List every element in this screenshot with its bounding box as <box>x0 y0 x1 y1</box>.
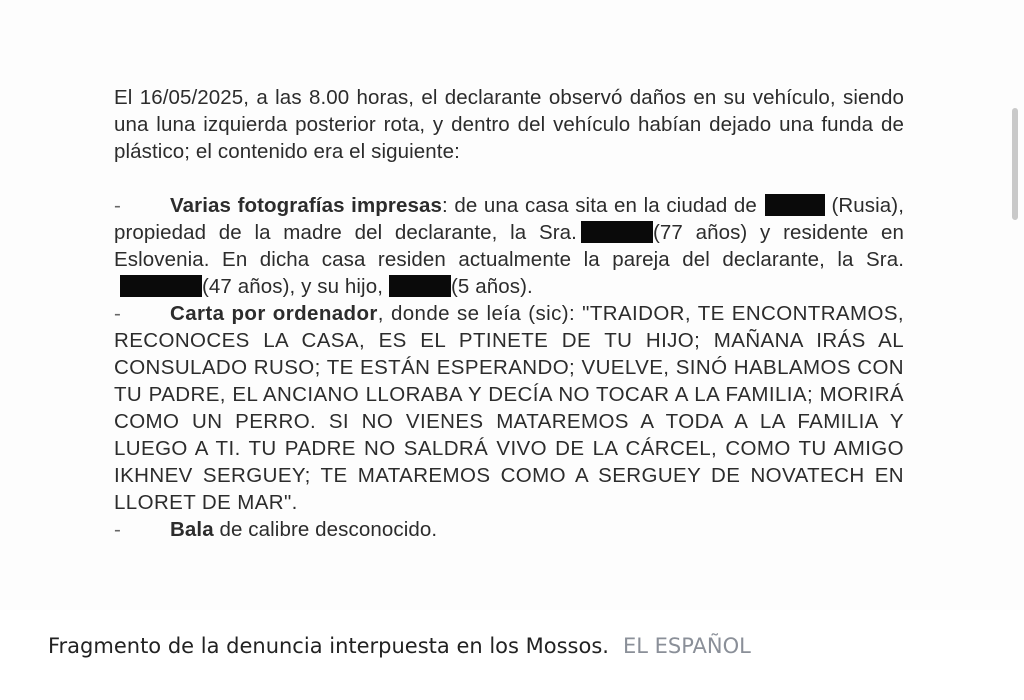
caption-credit: EL ESPAÑOL <box>622 634 751 658</box>
image-caption <box>48 634 751 658</box>
paragraph-spacer <box>114 165 904 192</box>
document-text <box>114 84 904 543</box>
item-photos-text-d: (47 años), y su hijo, <box>202 275 383 298</box>
redaction-block <box>765 194 825 216</box>
item-photos-text-b: (Rusia), propiedad de la madre del declarante, la Sra. <box>114 194 905 244</box>
list-dash: - <box>114 194 121 217</box>
item-photos-text-c: (77 años) y residente en Eslovenia. En dicha casa residen actualmente la pareja del declarante, la Sra. <box>114 221 904 271</box>
list-item-letter <box>114 300 904 516</box>
item-bullet-title: Bala <box>170 518 214 541</box>
list-dash: - <box>114 518 121 541</box>
item-letter-title: Carta por ordenador <box>170 302 378 325</box>
caption-text: Fragmento de la denuncia interpuesta en los Mossos. <box>48 634 609 658</box>
intro-paragraph: El 16/05/2025, a las 8.00 horas, el declarante observó daños en su vehículo, siendo una luna izquierda posterior rota, y dentro del vehículo habían dejado una funda de plástico; el contenido era el siguiente: <box>114 86 904 163</box>
list-item-photos <box>114 192 904 300</box>
list-dash: - <box>114 302 122 325</box>
item-bullet-text: de calibre desconocido. <box>213 518 438 541</box>
redaction-block <box>120 275 202 297</box>
item-photos-text-a: : de una casa sita en la ciudad de <box>441 194 757 217</box>
item-letter-text: , donde se leía (sic): "TRAIDOR, TE ENCONTRAMOS, RECONOCES LA CASA, ES EL PTINETE DE TU HIJO; MAÑANA IRÁS AL CONSULADO RUSO; TE ESTÁN ESPERANDO; VUELVE, SINÓ HABLAMOS CON TU PADRE, EL ANCIANO LLORABA Y DECÍA NO TOCAR A LA FAMILIA; MORIRÁ COMO UN PERRO. SI NO VIENES MATAREMOS A TODA A LA FAMILIA Y LUEGO A TI. TU PADRE NO SALDRÁ VIVO DE LA CÁRCEL, COMO TU AMIGO IKHNEV SERGUEY; TE MATAREMOS COMO A SERGUEY DE NOVATECH EN LLORET DE MAR". <box>114 302 904 514</box>
redaction-block <box>389 275 451 297</box>
list-item-bullet <box>114 516 904 543</box>
scrollbar[interactable] <box>1012 108 1018 220</box>
item-photos-title: Varias fotografías impresas <box>170 194 442 217</box>
item-photos-text-e: (5 años). <box>451 275 533 298</box>
redaction-block <box>581 221 653 243</box>
